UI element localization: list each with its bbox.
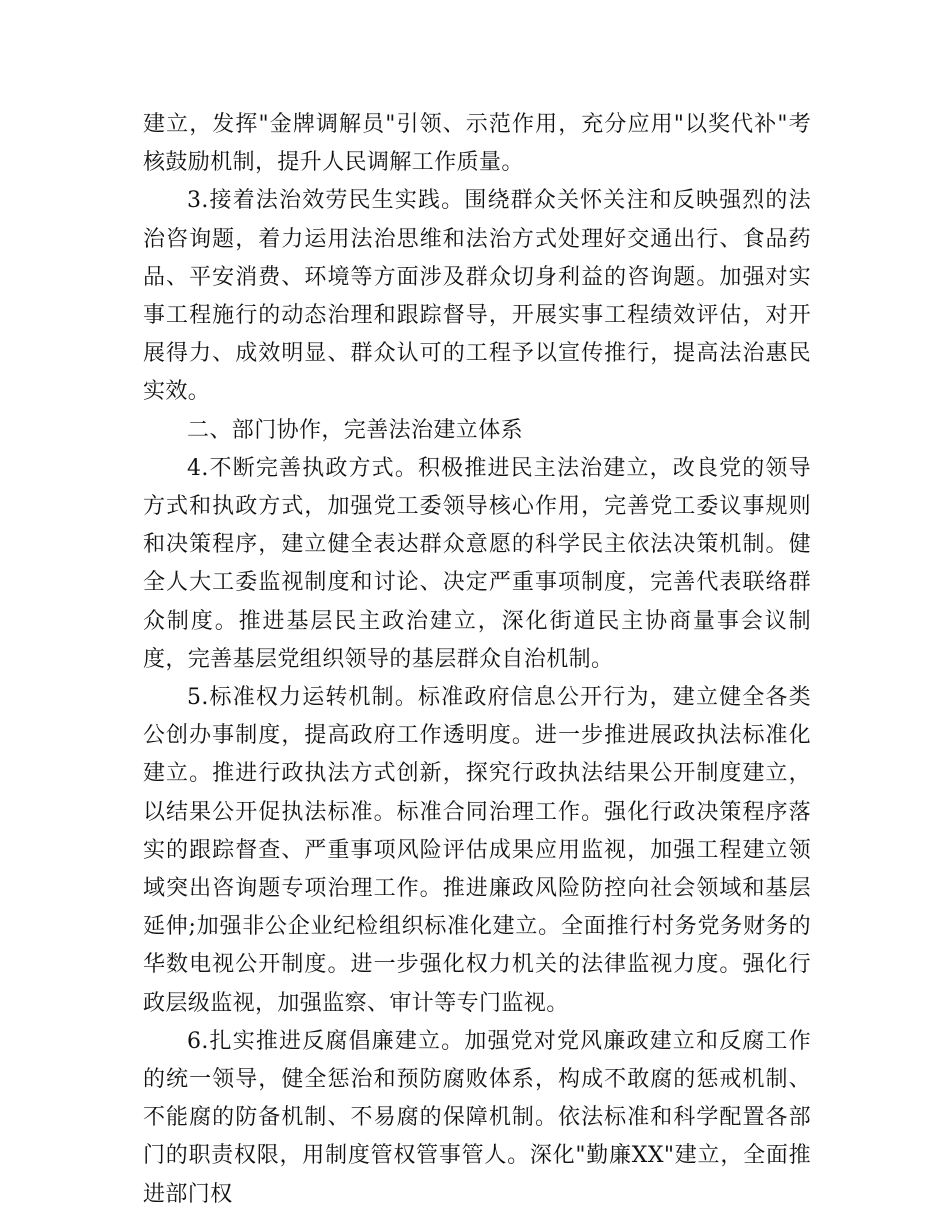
section-heading-2: 二、部门协作，完善法治建立体系	[187, 417, 524, 443]
paragraph-item-6: 6.扎实推进反腐倡廉建立。加强党对党风廉政建立和反腐工作的统一领导，健全惩治和预防腐败体系，构成不敢腐的惩戒机制、不能腐的防备机制、不易腐的保障机制。依法标准和科学配置各部门的职责权限，用制度管权管事管人。深化"勤廉XX"建立，全面推进部门权	[143, 1028, 811, 1207]
paragraph-item-5: 5.标准权力运转机制。标准政府信息公开行为，建立健全各类公创办事制度，提高政府工作透明度。进一步推进展政执法标准化建立。推进行政执法方式创新，探究行政执法结果公开制度建立，以结果公开促执法标准。标准合同治理工作。强化行政决策程序落实的跟踪督查、严重事项风险评估成果应用监视，加强工程建立领域突出咨询题专项治理工作。推进廉政风险防控向社会领域和基层延伸;加强非公企业纪检组织标准化建立。全面推行村务党务财务的华数电视公开制度。进一步强化权力机关的法律监视力度。强化行政层级监视，加强监察、审计等专门监视。	[143, 685, 811, 1016]
paragraph-item-4: 4.不断完善执政方式。积极推进民主法治建立，改良党的领导方式和执政方式，加强党工委领导核心作用，完善党工委议事规则和决策程序，建立健全表达群众意愿的科学民主依法决策机制。健全人大工委监视制度和讨论、决定严重事项制度，完善代表联络群众制度。推进基层民主政治建立，深化街道民主协商量事会议制度，完善基层党组织领导的基层群众自治机制。	[143, 455, 811, 672]
document-body	[143, 106, 811, 1214]
paragraph-item-3: 3.接着法治效劳民生实践。围绕群众关怀关注和反映强烈的法治咨询题，着力运用法治思维和法治方式处理好交通出行、食品药品、平安消费、环境等方面涉及群众切身利益的咨询题。加强对实事工程施行的动态治理和跟踪督导，开展实事工程绩效评估，对开展得力、成效明显、群众认可的工程予以宣传推行，提高法治惠民实效。	[143, 188, 811, 405]
paragraph-continuation: 建立，发挥"金牌调解员"引领、示范作用，充分应用"以奖代补"考核鼓励机制，提升人民调解工作质量。	[143, 112, 811, 176]
